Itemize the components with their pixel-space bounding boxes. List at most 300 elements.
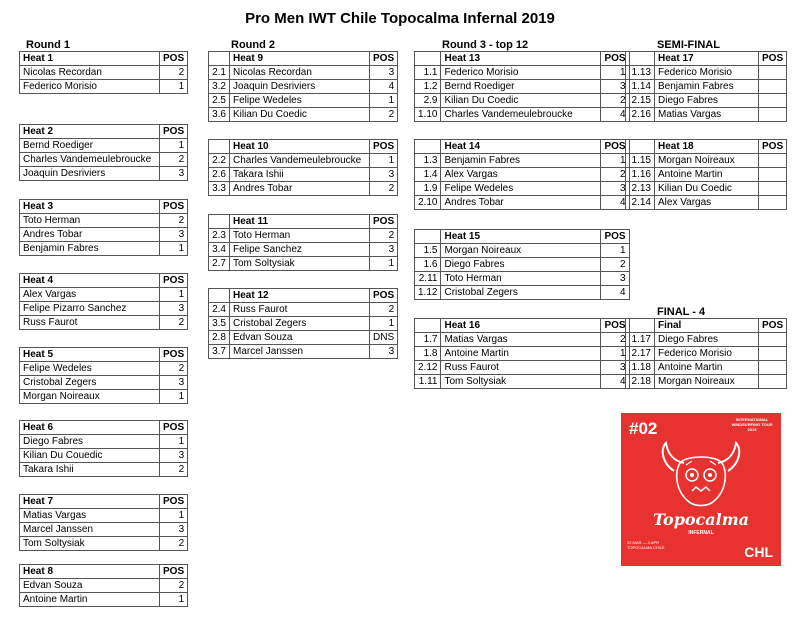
pos-header: POS: [370, 140, 398, 154]
heat-header-row: [20, 125, 188, 139]
heat-row: [626, 80, 787, 94]
position-cell: 1: [160, 80, 188, 94]
seed-cell: 2.12: [415, 361, 441, 375]
rider-name: Cristobal Zegers: [20, 376, 160, 390]
seed-cell: 1.17: [626, 333, 655, 347]
position-cell: 4: [601, 375, 629, 389]
rider-name: Matias Vargas: [441, 333, 601, 347]
heat-header-row: [20, 495, 188, 509]
heat-name: Heat 10: [230, 140, 370, 154]
heat-row: [20, 362, 188, 376]
heat-table-h17: [625, 51, 787, 122]
seed-cell: 2.1: [209, 66, 230, 80]
rider-name: Toto Herman: [230, 229, 370, 243]
heat-row: [626, 196, 787, 210]
heat-row: [626, 108, 787, 122]
position-cell: 3: [160, 523, 188, 537]
rider-name: Felipe Pizarro Sanchez: [20, 302, 160, 316]
heat-table-h15: [414, 229, 630, 300]
heat-name: Heat 18: [655, 140, 759, 154]
heat-row: [415, 154, 630, 168]
heat-row: [626, 154, 787, 168]
position-cell: 3: [160, 167, 188, 181]
heat-header-row: [20, 421, 188, 435]
rider-name: Toto Herman: [441, 272, 601, 286]
heat-row: [209, 345, 398, 359]
seed-cell: 1.14: [626, 80, 655, 94]
heat-name: Heat 2: [20, 125, 160, 139]
heat-table-h12: [208, 288, 398, 359]
seed-cell: 1.2: [415, 80, 441, 94]
heat-header-row: [209, 215, 398, 229]
heat-name: Heat 4: [20, 274, 160, 288]
heat-table-h2: [19, 124, 188, 181]
heat-table-h8: [19, 564, 188, 607]
heat-table-h7: [19, 494, 188, 551]
heat-header-seed: [209, 140, 230, 154]
heat-name: Heat 1: [20, 52, 160, 66]
heat-row: [415, 168, 630, 182]
seed-cell: 1.18: [626, 361, 655, 375]
poster-tour-text: INTERNATIONAL WINDSURFING TOUR 2019: [731, 417, 773, 432]
devil-mask-icon: [656, 441, 746, 509]
heat-row: [20, 523, 188, 537]
seed-cell: 2.3: [209, 229, 230, 243]
position-cell: 2: [160, 537, 188, 551]
position-cell: 1: [370, 257, 398, 271]
pos-header: POS: [601, 140, 629, 154]
rider-name: Takara Ishii: [20, 463, 160, 477]
position-cell: [759, 66, 787, 80]
seed-cell: 2.2: [209, 154, 230, 168]
heat-row: [209, 331, 398, 345]
heat-row: [20, 139, 188, 153]
heat-row: [209, 257, 398, 271]
seed-cell: 1.16: [626, 168, 655, 182]
pos-header: POS: [160, 274, 188, 288]
position-cell: [759, 108, 787, 122]
heat-row: [415, 244, 630, 258]
rider-name: Diego Fabres: [655, 94, 759, 108]
seed-cell: 1.5: [415, 244, 441, 258]
position-cell: 1: [160, 435, 188, 449]
heat-row: [209, 154, 398, 168]
rider-name: Charles Vandemeulebroucke: [230, 154, 370, 168]
rider-name: Tom Soltysiak: [20, 537, 160, 551]
column-header-round-2: Round 2: [231, 39, 275, 51]
pos-header: POS: [370, 215, 398, 229]
pos-header: POS: [160, 125, 188, 139]
pos-header: POS: [759, 319, 787, 333]
heat-table-h13: [414, 51, 630, 122]
rider-name: Kilian Du Coedic: [230, 108, 370, 122]
rider-name: Andres Tobar: [441, 196, 601, 210]
seed-cell: 1.15: [626, 154, 655, 168]
heat-row: [209, 108, 398, 122]
heat-row: [20, 593, 188, 607]
heat-name: Final: [655, 319, 759, 333]
heat-row: [415, 272, 630, 286]
heat-row: [20, 579, 188, 593]
seed-cell: 2.9: [415, 94, 441, 108]
position-cell: 3: [601, 361, 629, 375]
pos-header: POS: [160, 52, 188, 66]
heat-name: Heat 17: [655, 52, 759, 66]
rider-name: Antoine Martin: [441, 347, 601, 361]
position-cell: 2: [160, 463, 188, 477]
event-poster: [621, 413, 781, 566]
rider-name: Toto Herman: [20, 214, 160, 228]
position-cell: DNS: [370, 331, 398, 345]
seed-cell: 1.10: [415, 108, 441, 122]
pos-header: POS: [160, 495, 188, 509]
heat-row: [20, 167, 188, 181]
rider-name: Felipe Wedeles: [441, 182, 601, 196]
pos-header: POS: [601, 319, 629, 333]
rider-name: Marcel Janssen: [20, 523, 160, 537]
heat-row: [20, 463, 188, 477]
heat-row: [209, 80, 398, 94]
position-cell: [759, 80, 787, 94]
heat-header-seed: [209, 289, 230, 303]
rider-name: Benjamin Fabres: [20, 242, 160, 256]
heat-row: [626, 333, 787, 347]
heat-header-row: [20, 565, 188, 579]
heat-row: [20, 66, 188, 80]
position-cell: 3: [160, 376, 188, 390]
poster-date-range: 22 MAR — 4 APR: [627, 540, 660, 545]
heat-row: [20, 302, 188, 316]
pos-header: POS: [160, 200, 188, 214]
heat-name: Heat 5: [20, 348, 160, 362]
heat-header-row: [209, 52, 398, 66]
heat-row: [20, 537, 188, 551]
rider-name: Antoine Martin: [655, 168, 759, 182]
heat-row: [415, 108, 630, 122]
pos-header: POS: [601, 52, 629, 66]
heat-row: [209, 243, 398, 257]
heat-row: [415, 94, 630, 108]
position-cell: [759, 182, 787, 196]
rider-name: Felipe Wedeles: [20, 362, 160, 376]
position-cell: 2: [370, 182, 398, 196]
position-cell: 1: [601, 347, 629, 361]
position-cell: 1: [160, 390, 188, 404]
seed-cell: 1.6: [415, 258, 441, 272]
poster-location: TOPOCALMA CHILE: [627, 545, 665, 550]
heat-header-row: [415, 52, 630, 66]
seed-cell: 1.8: [415, 347, 441, 361]
heat-name: Heat 6: [20, 421, 160, 435]
heat-header-row: [415, 140, 630, 154]
position-cell: 3: [370, 168, 398, 182]
heat-row: [209, 94, 398, 108]
position-cell: 3: [370, 345, 398, 359]
heat-row: [20, 288, 188, 302]
seed-cell: 2.15: [626, 94, 655, 108]
rider-name: Russ Faurot: [230, 303, 370, 317]
seed-cell: 2.8: [209, 331, 230, 345]
heat-row: [20, 509, 188, 523]
heat-row: [209, 317, 398, 331]
rider-name: Alex Vargas: [20, 288, 160, 302]
heat-row: [415, 258, 630, 272]
rider-name: Kilian Du Coedic: [655, 182, 759, 196]
heat-row: [20, 228, 188, 242]
rider-name: Morgan Noireaux: [655, 375, 759, 389]
position-cell: 1: [160, 242, 188, 256]
seed-cell: 2.4: [209, 303, 230, 317]
rider-name: Nicolas Recordan: [20, 66, 160, 80]
heat-header-seed: [209, 215, 230, 229]
heat-header-row: [415, 230, 630, 244]
seed-cell: 3.5: [209, 317, 230, 331]
heat-header-seed: [626, 52, 655, 66]
pos-header: POS: [759, 140, 787, 154]
heat-header-row: [209, 289, 398, 303]
rider-name: Morgan Noireaux: [441, 244, 601, 258]
heat-header-row: [415, 319, 630, 333]
heat-header-seed: [415, 52, 441, 66]
rider-name: Federico Morisio: [655, 66, 759, 80]
rider-name: Charles Vandemeulebroucke: [20, 153, 160, 167]
position-cell: 1: [601, 244, 629, 258]
heat-row: [415, 182, 630, 196]
position-cell: 3: [160, 228, 188, 242]
seed-cell: 1.13: [626, 66, 655, 80]
heat-name: Heat 7: [20, 495, 160, 509]
rider-name: Alex Vargas: [655, 196, 759, 210]
position-cell: 2: [601, 168, 629, 182]
heat-row: [626, 168, 787, 182]
rider-name: Federico Morisio: [655, 347, 759, 361]
heat-row: [626, 347, 787, 361]
heat-row: [20, 449, 188, 463]
seed-cell: 2.17: [626, 347, 655, 361]
rider-name: Federico Morisio: [20, 80, 160, 94]
seed-cell: 2.7: [209, 257, 230, 271]
position-cell: 1: [601, 66, 629, 80]
heat-row: [20, 242, 188, 256]
rider-name: Cristobal Zegers: [230, 317, 370, 331]
rider-name: Andres Tobar: [230, 182, 370, 196]
heat-row: [415, 66, 630, 80]
rider-name: Marcel Janssen: [230, 345, 370, 359]
heat-name: Heat 8: [20, 565, 160, 579]
rider-name: Antoine Martin: [655, 361, 759, 375]
heat-row: [20, 390, 188, 404]
heat-table-h11: [208, 214, 398, 271]
seed-cell: 2.10: [415, 196, 441, 210]
heat-name: Heat 12: [230, 289, 370, 303]
heat-row: [20, 214, 188, 228]
heat-name: Heat 15: [441, 230, 601, 244]
heat-header-seed: [626, 140, 655, 154]
heat-row: [415, 361, 630, 375]
seed-cell: 1.12: [415, 286, 441, 300]
rider-name: Tom Soltysiak: [230, 257, 370, 271]
heat-header-seed: [626, 319, 655, 333]
heat-header-row: [20, 274, 188, 288]
heat-table-h5: [19, 347, 188, 404]
position-cell: 4: [601, 108, 629, 122]
position-cell: 1: [160, 139, 188, 153]
heat-header-row: [626, 52, 787, 66]
position-cell: [759, 94, 787, 108]
heat-row: [626, 94, 787, 108]
heat-row: [209, 168, 398, 182]
rider-name: Russ Faurot: [20, 316, 160, 330]
seed-cell: 3.7: [209, 345, 230, 359]
rider-name: Matias Vargas: [655, 108, 759, 122]
position-cell: 4: [601, 286, 629, 300]
heat-table-h18: [625, 139, 787, 210]
rider-name: Morgan Noireaux: [20, 390, 160, 404]
rider-name: Charles Vandemeulebroucke: [441, 108, 601, 122]
heat-name: Heat 11: [230, 215, 370, 229]
pos-header: POS: [160, 565, 188, 579]
position-cell: 2: [370, 303, 398, 317]
position-cell: [759, 168, 787, 182]
seed-cell: 3.6: [209, 108, 230, 122]
rider-name: Benjamin Fabres: [655, 80, 759, 94]
rider-name: Diego Fabres: [20, 435, 160, 449]
heat-row: [209, 66, 398, 80]
pos-header: POS: [370, 52, 398, 66]
seed-cell: 3.3: [209, 182, 230, 196]
rider-name: Takara Ishii: [230, 168, 370, 182]
heat-row: [415, 347, 630, 361]
rider-name: Joaquin Desriviers: [20, 167, 160, 181]
position-cell: 2: [160, 153, 188, 167]
heat-row: [20, 435, 188, 449]
heat-header-seed: [415, 140, 441, 154]
seed-cell: 2.16: [626, 108, 655, 122]
position-cell: [759, 361, 787, 375]
position-cell: 2: [370, 229, 398, 243]
position-cell: [759, 375, 787, 389]
poster-number: #02: [629, 419, 658, 438]
heat-row: [209, 182, 398, 196]
rider-name: Tom Soltysiak: [441, 375, 601, 389]
heat-table-h3: [19, 199, 188, 256]
heat-table-h6: [19, 420, 188, 477]
position-cell: 2: [370, 108, 398, 122]
pos-header: POS: [601, 230, 629, 244]
poster-event-name: Topocalma: [652, 510, 750, 529]
rider-name: Bernd Roediger: [20, 139, 160, 153]
rider-name: Edvan Souza: [230, 331, 370, 345]
rider-name: Kilian Du Couedic: [20, 449, 160, 463]
seed-cell: 2.18: [626, 375, 655, 389]
heat-row: [415, 375, 630, 389]
position-cell: 1: [601, 154, 629, 168]
position-cell: 4: [370, 80, 398, 94]
poster-subtitle: INFERNAL: [688, 530, 714, 536]
seed-cell: 1.3: [415, 154, 441, 168]
position-cell: 1: [160, 288, 188, 302]
heat-header-row: [20, 52, 188, 66]
position-cell: 2: [160, 316, 188, 330]
position-cell: 3: [370, 243, 398, 257]
position-cell: 2: [601, 258, 629, 272]
rider-name: Felipe Sanchez: [230, 243, 370, 257]
rider-name: Felipe Wedeles: [230, 94, 370, 108]
heat-table-h14: [414, 139, 630, 210]
position-cell: [759, 347, 787, 361]
seed-cell: 1.7: [415, 333, 441, 347]
rider-name: Federico Morisio: [441, 66, 601, 80]
heat-row: [626, 361, 787, 375]
seed-cell: 1.9: [415, 182, 441, 196]
heat-row: [209, 229, 398, 243]
poster-country-code: CHL: [744, 544, 773, 560]
position-cell: 2: [160, 579, 188, 593]
position-cell: 3: [160, 449, 188, 463]
pos-header: POS: [160, 421, 188, 435]
seed-cell: 2.6: [209, 168, 230, 182]
heat-row: [626, 66, 787, 80]
pos-header: POS: [759, 52, 787, 66]
seed-cell: 3.4: [209, 243, 230, 257]
heat-table-h16: [414, 318, 630, 389]
page-title: Pro Men IWT Chile Topocalma Infernal 2019: [245, 10, 555, 27]
heat-header-row: [626, 140, 787, 154]
position-cell: 3: [601, 80, 629, 94]
pos-header: POS: [160, 348, 188, 362]
position-cell: [759, 333, 787, 347]
position-cell: 3: [160, 302, 188, 316]
heat-header-row: [209, 140, 398, 154]
position-cell: 2: [601, 94, 629, 108]
rider-name: Kilian Du Coedic: [441, 94, 601, 108]
rider-name: Cristobal Zegers: [441, 286, 601, 300]
rider-name: Alex Vargas: [441, 168, 601, 182]
position-cell: 2: [601, 333, 629, 347]
heat-row: [209, 303, 398, 317]
position-cell: 3: [601, 272, 629, 286]
heat-row: [20, 376, 188, 390]
seed-cell: 2.5: [209, 94, 230, 108]
rider-name: Andres Tobar: [20, 228, 160, 242]
heat-row: [626, 375, 787, 389]
heat-name: Heat 13: [441, 52, 601, 66]
pos-header: POS: [370, 289, 398, 303]
seed-cell: 1.4: [415, 168, 441, 182]
rider-name: Diego Fabres: [655, 333, 759, 347]
rider-name: Nicolas Recordan: [230, 66, 370, 80]
rider-name: Bernd Roediger: [441, 80, 601, 94]
heat-row: [415, 286, 630, 300]
heat-row: [415, 196, 630, 210]
heat-row: [415, 80, 630, 94]
position-cell: 1: [370, 94, 398, 108]
heat-row: [20, 316, 188, 330]
column-header-final: FINAL - 4: [657, 306, 706, 318]
column-header-round-1: Round 1: [26, 39, 70, 51]
heat-row: [20, 153, 188, 167]
heat-table-h1: [19, 51, 188, 94]
position-cell: 1: [160, 593, 188, 607]
rider-name: Joaquin Desriviers: [230, 80, 370, 94]
position-cell: 4: [601, 196, 629, 210]
heat-table-h10: [208, 139, 398, 196]
heat-name: Heat 3: [20, 200, 160, 214]
position-cell: 1: [370, 317, 398, 331]
position-cell: 2: [160, 66, 188, 80]
heat-header-seed: [209, 52, 230, 66]
seed-cell: 2.11: [415, 272, 441, 286]
